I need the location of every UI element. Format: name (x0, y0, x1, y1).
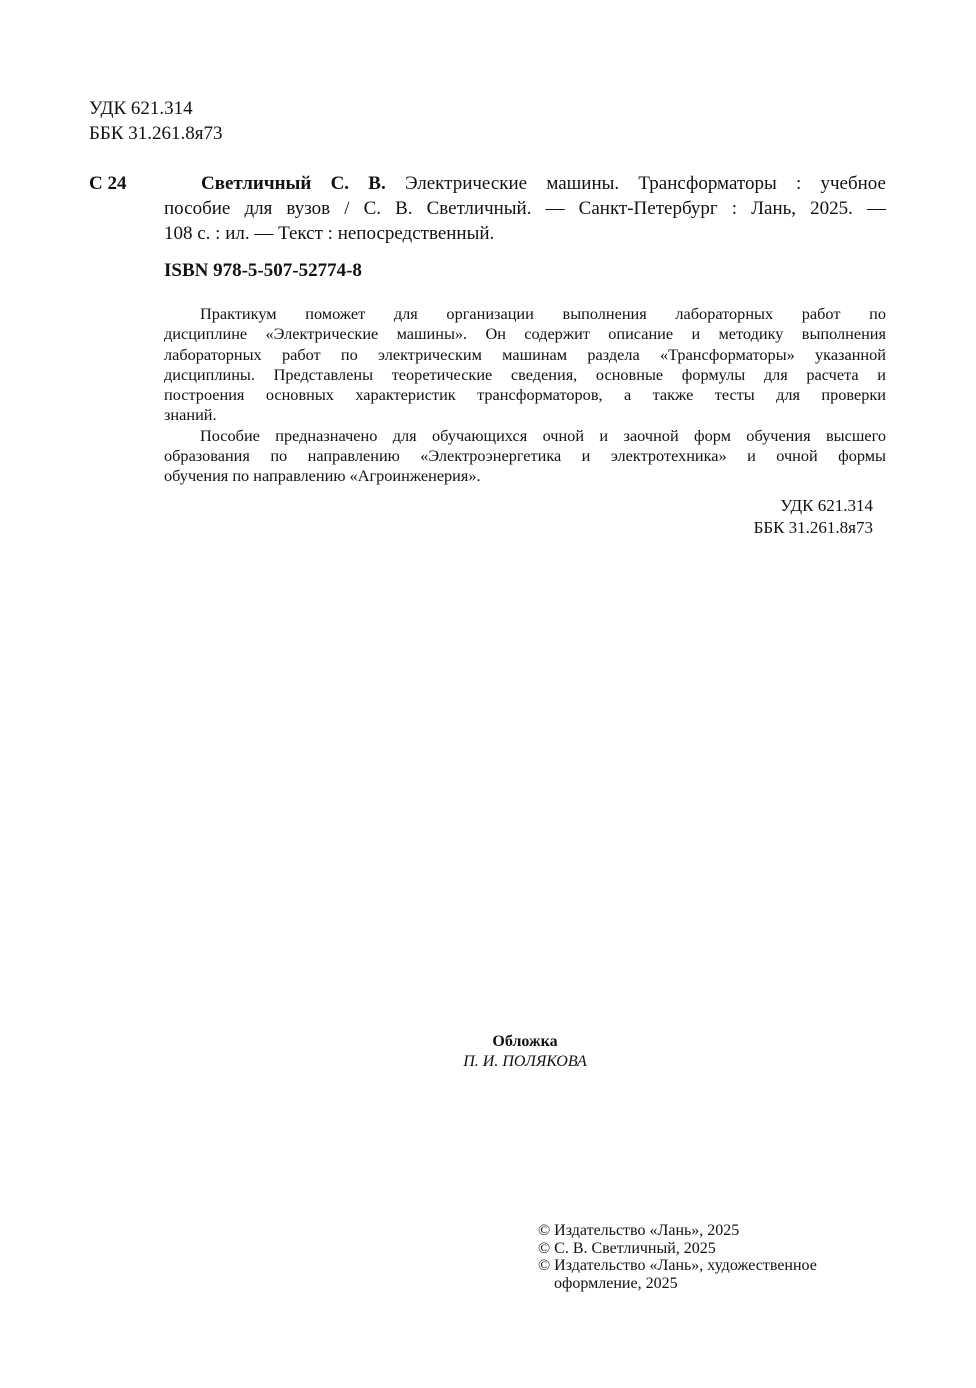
annotation-line: обучения по направлению «Агроинженерия». (164, 466, 481, 486)
annotation-line: дисциплины. Представлены теоретические сведения, основные формулы для расчета и (164, 364, 886, 384)
author-sign: С 24 (89, 173, 127, 194)
biblio-line-3: 108 с. : ил. — Текст : непосредственный. (164, 223, 495, 244)
annotation (164, 304, 886, 487)
classification-footer (754, 495, 873, 539)
bbk-code: ББК 31.261.8я73 (89, 123, 223, 144)
copyright-line: © Издательство «Лань», 2025 (538, 1222, 740, 1239)
copyright-line: оформление, 2025 (554, 1274, 678, 1292)
annotation-line: образования по направлению «Электроэнергетика и электротехника» и очной формы (164, 446, 886, 466)
cover-designer: П. И. ПОЛЯКОВА (463, 1053, 587, 1070)
copyright-block (538, 1222, 858, 1292)
author-name: Светличный С. В. (201, 173, 386, 194)
annotation-line: знаний. (164, 405, 217, 425)
annotation-line: лабораторных работ по электрическим машинам раздела «Трансформаторы» указанной (164, 344, 886, 364)
bibliographic-description (164, 171, 886, 246)
copyright-line: © С. В. Светличный, 2025 (538, 1239, 716, 1257)
cover-label: Обложка (492, 1033, 558, 1050)
isbn: ISBN 978-5-507-52774-8 (164, 260, 362, 281)
copyright-line: © Издательство «Лань», художественное (538, 1257, 817, 1274)
bbk-code: ББК 31.261.8я73 (753, 518, 873, 537)
annotation-line: Пособие предназначено для обучающихся очной и заочной форм обучения высшего (200, 425, 886, 445)
udk-code: УДК 621.314 (89, 98, 193, 119)
biblio-line-2: пособие для вузов / С. В. Светличный. — Санкт-Петербург : Лань, 2025. — (164, 198, 886, 219)
annotation-line: дисциплине «Электрические машины». Он содержит описание и методику выполнения (164, 324, 886, 344)
classification-header (89, 96, 222, 146)
annotation-line: построения основных характеристик трансформаторов, а также тесты для проверки (164, 385, 886, 405)
udk-code: УДК 621.314 (780, 496, 873, 515)
title-text: Электрические машины. Трансформаторы : учебное (385, 173, 886, 194)
annotation-line: Практикум поможет для организации выполнения лабораторных работ по (200, 304, 886, 323)
cover-credit (420, 1032, 630, 1072)
biblio-line-1 (164, 171, 886, 196)
